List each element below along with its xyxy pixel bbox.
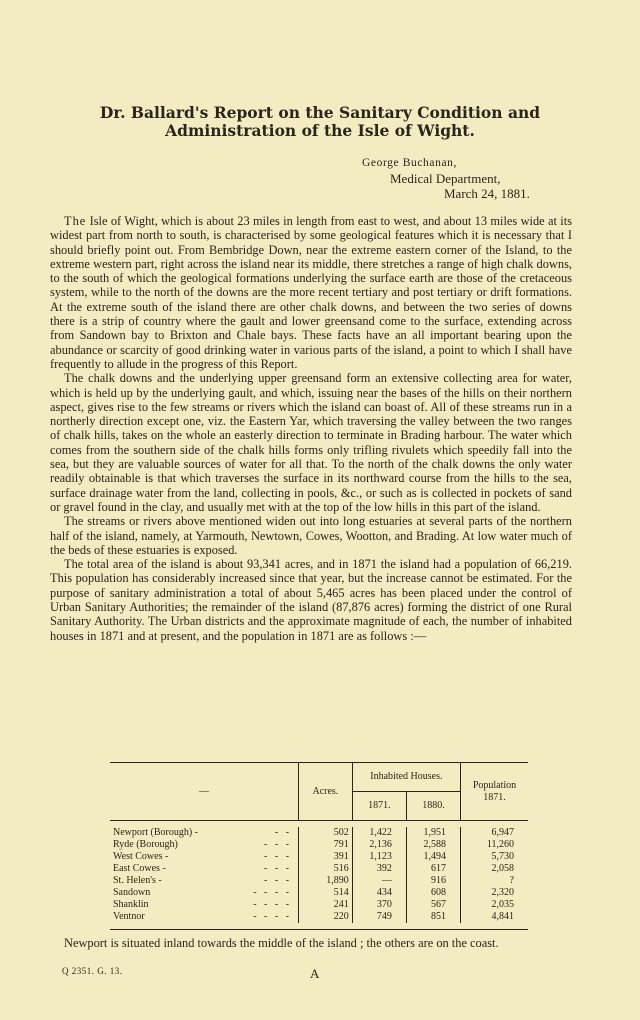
paragraph-3: The streams or rivers above mentioned widen out into long estuaries at several parts of the northern half of the island, namely, at Yarmouth, Newtown, Cowes, Wootton, and Brading. At low water much of the beds of these estuaries is exposed. [50,514,572,557]
closing-note: Newport is situated inland towards the middle of the island ; the others are on the coast. [64,936,499,950]
signatory-department: Medical Department, [390,171,501,186]
printer-code: Q 2351. G. 13. [62,966,123,976]
population-cell: 2,320 [461,887,528,899]
table-row [110,863,528,875]
acres-cell: 1,890 [299,875,353,887]
houses-1880-cell: 851 [406,911,460,923]
district-name [110,863,299,875]
paragraph-1 [50,214,572,371]
district-label: Sandown [113,887,151,898]
district-name [110,851,299,863]
leader-dashes: - - - [264,875,290,886]
paragraph-1-lead: The [64,214,87,228]
paragraph-2: The chalk downs and the underlying upper greensand form an extensive collecting area for water, which is held up by the underlying gault, and which, issuing near the bases of the hills on their northern aspect, gives rise to the few streams or rivers which the island can boast of. All of these streams run in a northerly direction except one, viz. the Eastern Yar, which traversing the valley between the two ranges of chalk hills, takes on the whole an easterly direction to terminate in Brading harbour. The water which comes from the southern side of the chalk hills forms only trifling rivulets which speedily fall into the sea, but they are valuable sources of water for all that. To the north of the chalk downs the only water readily obtainable is that which traverses the surface in its northward course from the hills to the sea, surface drainage water from the land, collecting in pools, &c., or such as is collected in pockets of sand or gravel found in the clay, and usually met with at the top of the low hills in this part of the island. [50,371,572,514]
district-label: West Cowes - [113,851,169,862]
acres-cell: 514 [299,887,353,899]
title-line-1: Dr. Ballard's Report on the Sanitary Condition and [99,103,541,122]
district-label: Shanklin [113,899,149,910]
table-row [110,839,528,851]
houses-1871-cell: 2,136 [352,839,406,851]
houses-1871-cell: 1,123 [352,851,406,863]
signature-block [362,156,530,201]
leader-dashes: - - - [264,863,290,874]
acres-cell: 391 [299,851,353,863]
signatory-name: George Buchanan, [362,157,457,169]
houses-1880-cell: 617 [406,863,460,875]
table-row [110,851,528,863]
paragraph-4: The total area of the island is about 93,341 acres, and in 1871 the island had a population of 66,219. This population has considerably increased since that year, but the increase cannot be estimated. For the purpose of sanitary administration a total of about 5,465 acres has been placed under the control of Urban Sanitary Authorities; the remainder of the island (87,876 acres) forming the district of one Rural Sanitary Authority. The Urban districts and the approximate magnitude of each, the number of inhabited houses in 1871 and at present, and the population in 1871 are as follows :— [50,557,572,643]
paragraph-1-text: Isle of Wight, which is about 23 miles in length from east to west, and about 13 miles wide at its widest part from north to south, is characterised by some geological features which it is necessary that I should briefly point out. From Bembridge Down, near the extreme eastern corner of the Island, to the extreme western part, right across the island near its middle, there stretches a range of high chalk downs, to the south of which the geological formations underlying the surface earth are those of the cretaceous system, while to the north of the downs are the more recent tertiary and post tertiary or drift formations. At the extreme south of the island there are other chalk downs, and between the two series of downs there is a strip of country where the gault and lower greensand come to the surface, extending across from Sandown bay to Brixton and Chale bays. These facts have an all important bearing upon the abundance or scarcity of good drinking water in various parts of the island, a point to which I shall have frequently to allude in the progress of this Report. [50,214,572,371]
report-body [50,214,572,643]
houses-1880-cell: 916 [406,875,460,887]
leader-dashes: - - - [264,839,290,850]
houses-1880-cell: 2,588 [406,839,460,851]
acres-cell: 241 [299,899,353,911]
houses-1880-cell: 1,494 [406,851,460,863]
district-name [110,839,299,851]
population-cell: 6,947 [461,827,528,839]
population-cell: 4,841 [461,911,528,923]
acres-cell: 220 [299,911,353,923]
acres-cell: 502 [299,827,353,839]
district-name [110,887,299,899]
leader-dashes: - - - - [253,899,290,910]
acres-cell: 516 [299,863,353,875]
district-name [110,827,299,839]
district-label: East Cowes - [113,863,166,874]
table-row [110,911,528,923]
signature-mark: A [310,966,320,981]
year-1880-header: 1880. [406,792,460,821]
report-title [60,104,580,140]
table-row [110,899,528,911]
district-name [110,911,299,923]
acres-cell: 791 [299,839,353,851]
houses-1871-cell: 1,422 [352,827,406,839]
signature-date: March 24, 1881. [444,186,530,201]
leader-dashes: - - - - [253,887,290,898]
blank-header: — [110,763,299,821]
table-row [110,875,528,887]
population-cell: 2,058 [461,863,528,875]
leader-dashes: - - - - [253,911,290,922]
table-row [110,887,528,899]
district-label: St. Helen's - [113,875,162,886]
houses-1880-cell: 1,951 [406,827,460,839]
leader-dashes: - - - [264,851,290,862]
table-row [110,827,528,839]
houses-1871-cell: — [352,875,406,887]
population-cell: 11,260 [461,839,528,851]
houses-1880-cell: 567 [406,899,460,911]
title-line-2: Administration of the Isle of Wight. [165,121,475,140]
population-cell: 2,035 [461,899,528,911]
inhabited-houses-header: Inhabited Houses. [352,763,460,792]
year-1871-header: 1871. [352,792,406,821]
houses-1871-cell: 370 [352,899,406,911]
population-cell: 5,730 [461,851,528,863]
district-label: Newport (Borough) - [113,827,198,838]
district-name [110,875,299,887]
urban-districts-table [110,762,528,930]
district-name [110,899,299,911]
houses-1880-cell: 608 [406,887,460,899]
leader-dashes: - - [274,827,290,838]
houses-1871-cell: 434 [352,887,406,899]
houses-1871-cell: 749 [352,911,406,923]
district-label: Ventnor [113,911,145,922]
district-label: Ryde (Borough) [113,839,178,850]
population-header: Population 1871. [461,763,528,821]
houses-1871-cell: 392 [352,863,406,875]
acres-header: Acres. [299,763,353,821]
population-cell: ? [461,875,528,887]
